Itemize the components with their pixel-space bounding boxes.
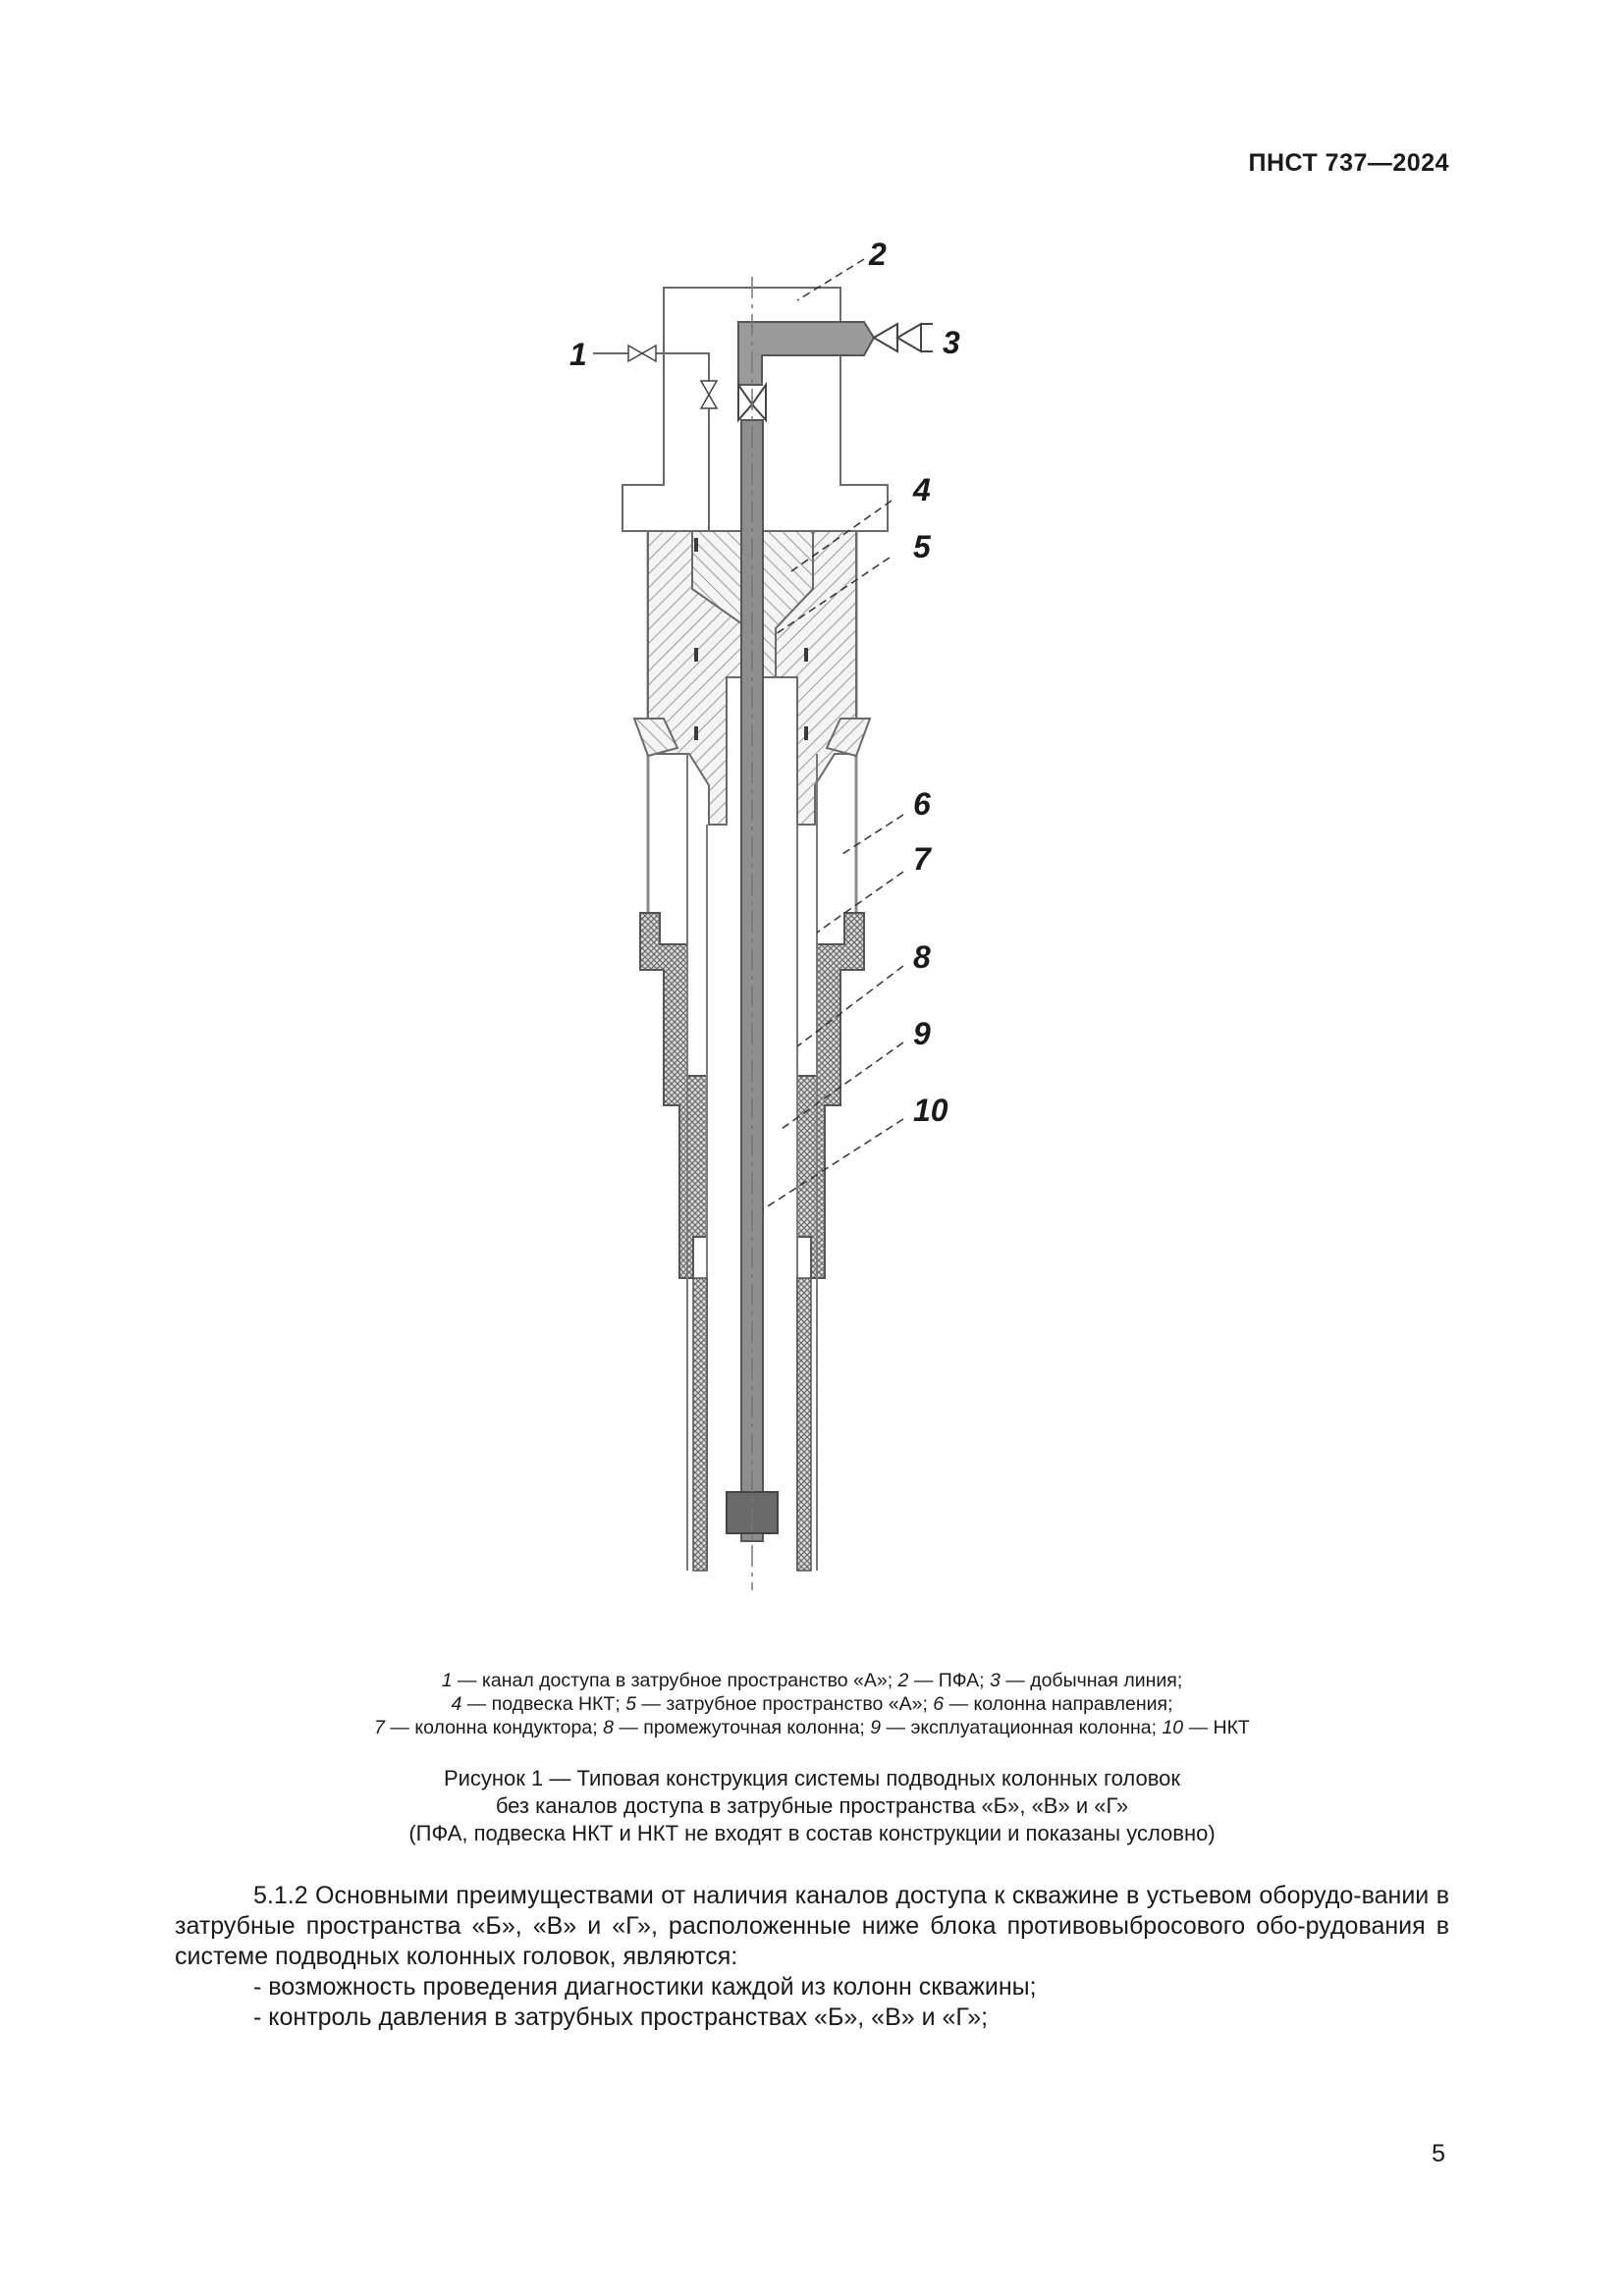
production-line-outlet	[921, 324, 933, 351]
callout-10: 10	[913, 1093, 948, 1128]
conductor-casing-right	[797, 913, 864, 1278]
callout-2: 2	[869, 237, 887, 272]
document-code: ПНСТ 737—2024	[1248, 149, 1449, 177]
conductor-casing	[640, 913, 707, 1278]
body-text	[175, 1881, 1449, 2033]
figure-caption	[0, 1765, 1624, 1847]
callout-3: 3	[943, 325, 960, 360]
advantages-list	[175, 1972, 1449, 2033]
legend-line: 1 — канал доступа в затрубное пространство «А»; 2 — ПФА; 3 — добычная линия;	[441, 1670, 1183, 1691]
paragraph-5-1-2: 5.1.2 Основными преимуществами от наличия каналов доступа к скважине в устьевом оборудо-вании в затрубные пространства «Б», «В» и «Г», расположенные ниже блока противовыбросового обо-рудования в системе подводных колонных головок, являются:	[175, 1882, 1449, 1970]
callout-7: 7	[913, 841, 931, 877]
annulus-access-valve	[628, 346, 656, 361]
callout-1: 1	[569, 337, 587, 372]
caption-line: Рисунок 1 — Типовая конструкция системы подводных колонных головок	[443, 1766, 1181, 1790]
list-item: - возможность проведения диагностики каждой из колонн скважины;	[253, 1973, 1037, 2001]
callout-9: 9	[913, 1016, 931, 1051]
callout-6: 6	[913, 786, 931, 822]
list-item: - контроль давления в затрубных пространствах «Б», «В» и «Г»;	[253, 2003, 989, 2031]
figure-legend	[0, 1669, 1624, 1739]
callout-8: 8	[913, 939, 931, 975]
page-number: 5	[1432, 2140, 1445, 2167]
callout-5: 5	[913, 529, 931, 564]
legend-line: 7 — колонна кондуктора; 8 — промежуточная колонна; 9 — эксплуатационная колонна; 10 — НКТ	[374, 1717, 1250, 1738]
legend-line: 4 — подвеска НКТ; 5 — затрубное пространство «А»; 6 — колонна направления;	[451, 1693, 1173, 1715]
callout-4: 4	[913, 472, 931, 507]
caption-line: без каналов доступа в затрубные пространства «Б», «В» и «Г»	[495, 1793, 1129, 1818]
caption-line: (ПФА, подвеска НКТ и НКТ не входят в состав конструкции и показаны условно)	[408, 1821, 1216, 1845]
production-valve	[874, 324, 921, 351]
